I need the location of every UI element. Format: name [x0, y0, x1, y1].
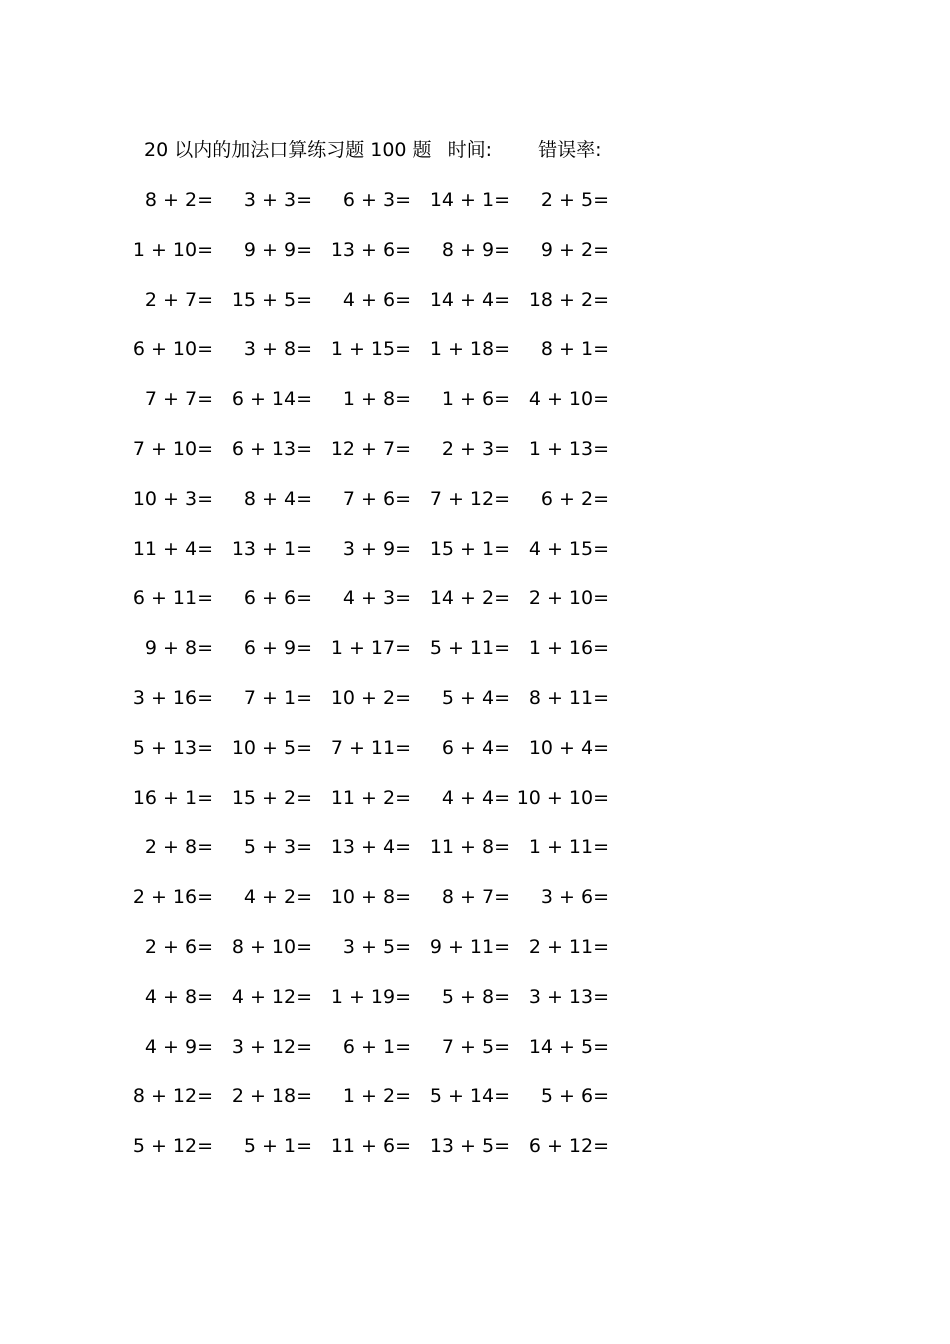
addition-problem: 4 + 8=	[144, 986, 213, 1008]
addition-problem: 11 + 2=	[330, 787, 411, 809]
addition-problem: 8 + 4=	[243, 488, 312, 510]
addition-problem: 2 + 5=	[540, 189, 609, 211]
addition-problem: 2 + 10=	[528, 587, 609, 609]
problem-row	[0, 1081, 950, 1111]
addition-problem: 13 + 4=	[330, 836, 411, 858]
problem-row	[0, 484, 950, 514]
addition-problem: 3 + 8=	[243, 338, 312, 360]
addition-problem: 8 + 12=	[132, 1085, 213, 1107]
problem-row	[0, 882, 950, 912]
addition-problem: 3 + 9=	[342, 538, 411, 560]
addition-problem: 6 + 12=	[528, 1135, 609, 1157]
addition-problem: 2 + 7=	[144, 289, 213, 311]
addition-problem: 1 + 8=	[342, 388, 411, 410]
addition-problem: 5 + 12=	[132, 1135, 213, 1157]
addition-problem: 13 + 5=	[429, 1135, 510, 1157]
addition-problem: 11 + 8=	[429, 836, 510, 858]
problem-row	[0, 982, 950, 1012]
addition-problem: 10 + 8=	[330, 886, 411, 908]
addition-problem: 8 + 9=	[441, 239, 510, 261]
addition-problem: 5 + 11=	[429, 637, 510, 659]
addition-problem: 7 + 10=	[132, 438, 213, 460]
addition-problem: 1 + 15=	[330, 338, 411, 360]
addition-problem: 5 + 6=	[540, 1085, 609, 1107]
addition-problem: 8 + 10=	[231, 936, 312, 958]
addition-problem: 8 + 1=	[540, 338, 609, 360]
addition-problem: 10 + 10=	[516, 787, 609, 809]
addition-problem: 6 + 9=	[243, 637, 312, 659]
problem-row	[0, 384, 950, 414]
addition-problem: 8 + 7=	[441, 886, 510, 908]
problem-row	[0, 235, 950, 265]
problem-row	[0, 534, 950, 564]
addition-problem: 6 + 13=	[231, 438, 312, 460]
addition-problem: 4 + 12=	[231, 986, 312, 1008]
addition-problem: 10 + 4=	[528, 737, 609, 759]
addition-problem: 1 + 13=	[528, 438, 609, 460]
addition-problem: 6 + 3=	[342, 189, 411, 211]
addition-problem: 1 + 19=	[330, 986, 411, 1008]
addition-problem: 12 + 7=	[330, 438, 411, 460]
addition-problem: 3 + 3=	[243, 189, 312, 211]
addition-problem: 6 + 1=	[342, 1036, 411, 1058]
addition-problem: 3 + 13=	[528, 986, 609, 1008]
addition-problem: 7 + 6=	[342, 488, 411, 510]
addition-problem: 8 + 2=	[144, 189, 213, 211]
addition-problem: 13 + 6=	[330, 239, 411, 261]
addition-problem: 1 + 17=	[330, 637, 411, 659]
addition-problem: 5 + 14=	[429, 1085, 510, 1107]
addition-problem: 3 + 12=	[231, 1036, 312, 1058]
addition-problem: 7 + 7=	[144, 388, 213, 410]
addition-problem: 9 + 2=	[540, 239, 609, 261]
addition-problem: 14 + 2=	[429, 587, 510, 609]
addition-problem: 9 + 9=	[243, 239, 312, 261]
addition-problem: 2 + 11=	[528, 936, 609, 958]
addition-problem: 4 + 2=	[243, 886, 312, 908]
addition-problem: 3 + 16=	[132, 687, 213, 709]
addition-problem: 6 + 6=	[243, 587, 312, 609]
addition-problem: 6 + 14=	[231, 388, 312, 410]
problem-row	[0, 1131, 950, 1161]
addition-problem: 13 + 1=	[231, 538, 312, 560]
addition-problem: 4 + 10=	[528, 388, 609, 410]
addition-problem: 1 + 16=	[528, 637, 609, 659]
problem-row	[0, 932, 950, 962]
addition-problem: 5 + 1=	[243, 1135, 312, 1157]
addition-problem: 14 + 5=	[528, 1036, 609, 1058]
addition-problem: 2 + 18=	[231, 1085, 312, 1107]
addition-problem: 1 + 10=	[132, 239, 213, 261]
addition-problem: 5 + 3=	[243, 836, 312, 858]
addition-problem: 15 + 2=	[231, 787, 312, 809]
problem-row	[0, 683, 950, 713]
worksheet-title: 20 以内的加法口算练习题 100 题	[144, 139, 432, 161]
addition-problem: 6 + 11=	[132, 587, 213, 609]
problem-row	[0, 1032, 950, 1062]
addition-problem: 11 + 4=	[132, 538, 213, 560]
addition-problem: 14 + 4=	[429, 289, 510, 311]
addition-problem: 7 + 11=	[330, 737, 411, 759]
addition-problem: 16 + 1=	[132, 787, 213, 809]
addition-problem: 7 + 1=	[243, 687, 312, 709]
problem-row	[0, 583, 950, 613]
addition-problem: 4 + 9=	[144, 1036, 213, 1058]
addition-problem: 3 + 6=	[540, 886, 609, 908]
addition-problem: 6 + 2=	[540, 488, 609, 510]
addition-problem: 10 + 2=	[330, 687, 411, 709]
addition-problem: 5 + 8=	[441, 986, 510, 1008]
addition-problem: 3 + 5=	[342, 936, 411, 958]
addition-problem: 2 + 6=	[144, 936, 213, 958]
addition-problem: 4 + 15=	[528, 538, 609, 560]
addition-problem: 9 + 11=	[429, 936, 510, 958]
addition-problem: 10 + 3=	[132, 488, 213, 510]
addition-problem: 2 + 16=	[132, 886, 213, 908]
addition-problem: 1 + 6=	[441, 388, 510, 410]
addition-problem: 1 + 2=	[342, 1085, 411, 1107]
problem-row	[0, 633, 950, 663]
addition-problem: 5 + 13=	[132, 737, 213, 759]
problem-row	[0, 783, 950, 813]
addition-problem: 1 + 18=	[429, 338, 510, 360]
addition-problem: 18 + 2=	[528, 289, 609, 311]
addition-problem: 9 + 8=	[144, 637, 213, 659]
addition-problem: 5 + 4=	[441, 687, 510, 709]
addition-problem: 7 + 12=	[429, 488, 510, 510]
problem-row	[0, 832, 950, 862]
error-rate-label: 错误率:	[538, 139, 602, 161]
addition-problem: 2 + 3=	[441, 438, 510, 460]
addition-problem: 8 + 11=	[528, 687, 609, 709]
addition-problem: 14 + 1=	[429, 189, 510, 211]
addition-problem: 4 + 3=	[342, 587, 411, 609]
addition-problem: 2 + 8=	[144, 836, 213, 858]
addition-problem: 7 + 5=	[441, 1036, 510, 1058]
addition-problem: 15 + 5=	[231, 289, 312, 311]
addition-problem: 6 + 4=	[441, 737, 510, 759]
problem-row	[0, 285, 950, 315]
addition-problem: 4 + 4=	[441, 787, 510, 809]
addition-problem: 11 + 6=	[330, 1135, 411, 1157]
time-label: 时间:	[447, 139, 493, 161]
problem-row	[0, 733, 950, 763]
addition-problem: 6 + 10=	[132, 338, 213, 360]
addition-problem: 4 + 6=	[342, 289, 411, 311]
addition-problem: 10 + 5=	[231, 737, 312, 759]
problem-row	[0, 185, 950, 215]
addition-problem: 15 + 1=	[429, 538, 510, 560]
problem-row	[0, 334, 950, 364]
addition-problem: 1 + 11=	[528, 836, 609, 858]
problem-row	[0, 434, 950, 464]
